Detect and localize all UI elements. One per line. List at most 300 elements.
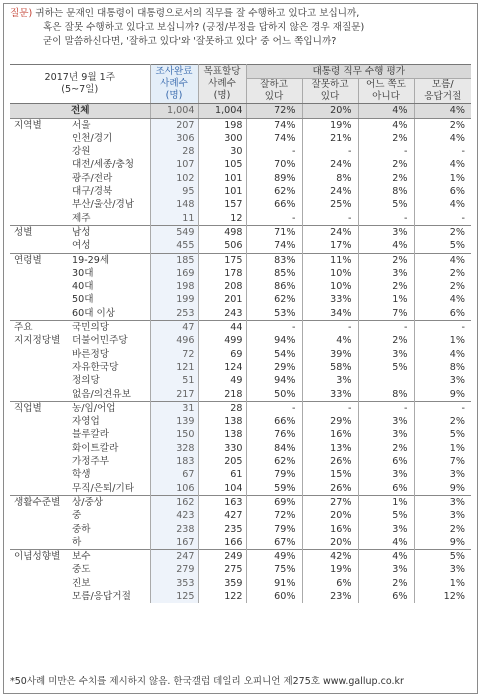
- group-label-empty: [10, 293, 68, 306]
- row-bad: 25%: [302, 198, 358, 211]
- row-target: 61: [198, 468, 246, 481]
- row-completed: 148: [150, 198, 198, 211]
- row-neither: 3%: [358, 225, 414, 239]
- row-target: 205: [198, 455, 246, 468]
- row-label: 정의당: [68, 374, 150, 387]
- group-label-empty: [10, 172, 68, 185]
- row-label: 자유한국당: [68, 361, 150, 374]
- row-dk: -: [414, 401, 471, 415]
- row-bad: -: [302, 321, 358, 335]
- row-completed: 185: [150, 253, 198, 267]
- row-completed: 455: [150, 239, 198, 253]
- group-label-empty: [10, 523, 68, 536]
- row-good: -: [246, 212, 302, 226]
- table-row: [10, 442, 471, 455]
- row-target: 69: [198, 348, 246, 361]
- row-neither: 2%: [358, 280, 414, 293]
- header-date: 2017년 9월 1주 (5~7일): [10, 65, 150, 104]
- row-label: 블루칼라: [68, 428, 150, 441]
- group-label-empty: [10, 239, 68, 253]
- group-label-empty: [10, 536, 68, 550]
- row-bad: 10%: [302, 280, 358, 293]
- table-row: [10, 158, 471, 171]
- row-good: 91%: [246, 577, 302, 590]
- row-neither: [358, 374, 414, 387]
- row-bad: 42%: [302, 550, 358, 564]
- group-label-empty: [10, 361, 68, 374]
- row-dk: 4%: [449, 159, 465, 171]
- row-good: -: [246, 321, 302, 335]
- row-good: 49%: [246, 550, 302, 564]
- table-row: [10, 212, 471, 226]
- header-completed: 조사완료 사례수 (명): [150, 65, 198, 104]
- table-row: [10, 239, 471, 253]
- row-label: 서울: [68, 118, 150, 132]
- row-label: 강원: [68, 145, 150, 158]
- row-label: 남성: [68, 225, 150, 239]
- footer-note: *50사례 미만은 수치를 제시하지 않음. 한국갤럽 데일리 오피니언 제275호 www.gallup.co.kr: [10, 676, 404, 687]
- table-row: [10, 334, 471, 347]
- row-neither: 4%: [358, 118, 414, 132]
- table-row: [10, 307, 471, 321]
- row-target: 235: [198, 523, 246, 536]
- row-completed: 183: [150, 455, 198, 468]
- row-dk: 1%: [449, 577, 465, 589]
- total-neither: 4%: [358, 104, 414, 118]
- row-label: 농/임/어업: [68, 401, 150, 415]
- row-dk: 2%: [449, 523, 465, 535]
- row-completed: 125: [150, 590, 198, 603]
- table-row: [10, 280, 471, 293]
- group-label: 지역별: [14, 119, 42, 131]
- row-neither: 2%: [358, 442, 414, 455]
- row-good: 86%: [246, 280, 302, 293]
- row-completed: 423: [150, 509, 198, 522]
- group-label: 생활수준별: [10, 495, 68, 509]
- row-dk: 12%: [443, 590, 465, 602]
- row-dk: 6%: [449, 307, 465, 319]
- row-good: 54%: [246, 348, 302, 361]
- row-label: 제주: [68, 212, 150, 226]
- group-label: 주요: [10, 321, 68, 335]
- row-neither: 3%: [358, 415, 414, 428]
- row-neither: 7%: [358, 307, 414, 321]
- row-target: 249: [198, 550, 246, 564]
- question-line-3: 굳이 말씀하신다면, '잘하고 있다'와 '잘못하고 있다' 중 어느 쪽입니까?: [43, 36, 337, 47]
- header-group-title: 대통령 직무 수행 평가: [246, 65, 471, 79]
- row-label: 40대: [68, 280, 150, 293]
- row-label: 19-29세: [68, 253, 150, 267]
- row-target: 499: [198, 334, 246, 347]
- row-completed: 549: [150, 225, 198, 239]
- row-label: 진보: [68, 577, 150, 590]
- table-row: [10, 388, 471, 402]
- table-row: [10, 198, 471, 211]
- row-bad: 33%: [302, 293, 358, 306]
- row-bad: -: [302, 145, 358, 158]
- row-good: -: [246, 401, 302, 415]
- row-completed: 207: [150, 118, 198, 132]
- row-label: 중도: [68, 563, 150, 576]
- row-dk: 3%: [449, 510, 465, 522]
- total-good: 72%: [246, 104, 302, 118]
- row-bad: 20%: [302, 536, 358, 550]
- header-target: 목표할당 사례수 (명): [198, 65, 246, 104]
- row-target: 49: [198, 374, 246, 387]
- row-target: 122: [198, 590, 246, 603]
- results-table: [10, 64, 471, 603]
- row-good: 59%: [246, 482, 302, 496]
- row-neither: 6%: [358, 590, 414, 603]
- row-bad: -: [302, 212, 358, 226]
- row-bad: -: [302, 401, 358, 415]
- row-dk: 9%: [449, 482, 465, 494]
- row-dk: 5%: [449, 240, 465, 252]
- row-good: 79%: [246, 523, 302, 536]
- row-bad: 39%: [302, 348, 358, 361]
- row-completed: 328: [150, 442, 198, 455]
- group-label-empty: [10, 158, 68, 171]
- row-neither: 1%: [358, 293, 414, 306]
- row-completed: 139: [150, 415, 198, 428]
- row-target: 300: [198, 132, 246, 145]
- row-completed: 11: [150, 212, 198, 226]
- row-target: 138: [198, 415, 246, 428]
- group-label-empty: [10, 482, 68, 496]
- table-row: [10, 428, 471, 441]
- row-label: 광주/전라: [68, 172, 150, 185]
- row-good: 53%: [246, 307, 302, 321]
- row-label: 학생: [68, 468, 150, 481]
- total-target: 1,004: [198, 104, 246, 118]
- row-completed: 67: [150, 468, 198, 481]
- row-dk: 7%: [449, 456, 465, 468]
- row-completed: 95: [150, 185, 198, 198]
- table-row: [10, 118, 471, 132]
- row-bad: 16%: [302, 523, 358, 536]
- table-row: [10, 495, 471, 509]
- table-row: [10, 185, 471, 198]
- row-completed: 306: [150, 132, 198, 145]
- row-completed: 279: [150, 563, 198, 576]
- row-label: 50대: [68, 293, 150, 306]
- row-completed: 496: [150, 334, 198, 347]
- table-row: [10, 415, 471, 428]
- row-bad: 21%: [302, 132, 358, 145]
- row-good: 66%: [246, 198, 302, 211]
- row-neither: 1%: [358, 495, 414, 509]
- row-bad: 3%: [302, 374, 358, 387]
- total-row: [10, 104, 471, 118]
- row-completed: 198: [150, 280, 198, 293]
- row-label: 인천/경기: [68, 132, 150, 145]
- row-good: 89%: [246, 172, 302, 185]
- row-good: 62%: [246, 455, 302, 468]
- table-row: [10, 523, 471, 536]
- row-label: 대구/경북: [68, 185, 150, 198]
- row-label: 무직/은퇴/기타: [68, 482, 150, 496]
- row-neither: 3%: [358, 267, 414, 280]
- row-target: 178: [198, 267, 246, 280]
- row-target: 163: [198, 495, 246, 509]
- row-bad: 10%: [302, 267, 358, 280]
- row-bad: 26%: [302, 455, 358, 468]
- row-dk: -: [461, 212, 465, 224]
- row-label: 대전/세종/충청: [68, 158, 150, 171]
- table-row: [10, 468, 471, 481]
- row-dk: 4%: [449, 348, 465, 360]
- table-row: [10, 145, 471, 158]
- group-label-empty: [10, 563, 68, 576]
- row-target: 104: [198, 482, 246, 496]
- row-label: 더불어민주당: [68, 334, 150, 347]
- row-label: 여성: [68, 239, 150, 253]
- row-bad: 24%: [302, 158, 358, 171]
- row-good: 84%: [246, 442, 302, 455]
- row-dk: -: [414, 321, 471, 335]
- row-dk: 4%: [449, 294, 465, 306]
- row-good: 75%: [246, 563, 302, 576]
- row-bad: 13%: [302, 442, 358, 455]
- row-target: 218: [198, 388, 246, 402]
- table-row: [10, 401, 471, 415]
- table-row: [10, 132, 471, 145]
- row-label: 하: [68, 536, 150, 550]
- row-bad: 16%: [302, 428, 358, 441]
- row-bad: 19%: [302, 563, 358, 576]
- row-dk: 4%: [449, 132, 465, 144]
- row-target: 44: [198, 321, 246, 335]
- table-row: [10, 293, 471, 306]
- row-completed: 150: [150, 428, 198, 441]
- row-neither: 8%: [358, 185, 414, 198]
- row-good: 72%: [246, 509, 302, 522]
- row-neither: 6%: [358, 482, 414, 496]
- group-label-empty: [10, 280, 68, 293]
- row-label: 없음/의견유보: [68, 388, 150, 402]
- row-good: 50%: [246, 388, 302, 402]
- row-completed: 31: [150, 401, 198, 415]
- row-neither: 2%: [358, 132, 414, 145]
- row-bad: 24%: [302, 225, 358, 239]
- group-label: 연령별: [10, 253, 68, 267]
- row-label: 바른정당: [68, 348, 150, 361]
- row-neither: -: [358, 212, 414, 226]
- header-dk: 모름/ 응답거절: [414, 79, 471, 104]
- table-row: [10, 374, 471, 387]
- table-row: [10, 482, 471, 496]
- row-good: -: [246, 145, 302, 158]
- row-completed: 167: [150, 536, 198, 550]
- group-label-empty: [10, 374, 68, 387]
- row-target: 275: [198, 563, 246, 576]
- row-good: 69%: [246, 495, 302, 509]
- row-bad: 17%: [302, 239, 358, 253]
- table-row: [10, 550, 471, 564]
- row-completed: 106: [150, 482, 198, 496]
- row-neither: -: [358, 321, 414, 335]
- row-completed: 169: [150, 267, 198, 280]
- row-target: 101: [198, 185, 246, 198]
- row-label: 화이트칼라: [68, 442, 150, 455]
- row-bad: 19%: [302, 118, 358, 132]
- row-dk: 2%: [449, 416, 465, 428]
- table-row: [10, 225, 471, 239]
- row-label: 중하: [68, 523, 150, 536]
- row-neither: 4%: [358, 239, 414, 253]
- group-label-empty: [10, 415, 68, 428]
- header-neither: 어느 쪽도 아니다: [358, 79, 414, 104]
- row-good: 70%: [246, 158, 302, 171]
- row-neither: 4%: [358, 550, 414, 564]
- table-row: [10, 172, 471, 185]
- row-bad: 15%: [302, 468, 358, 481]
- row-target: 427: [198, 509, 246, 522]
- row-dk: 3%: [449, 375, 465, 387]
- group-label-empty: [10, 212, 68, 226]
- table-row: [10, 509, 471, 522]
- row-target: 175: [198, 253, 246, 267]
- group-label: 성별: [10, 225, 68, 239]
- row-neither: 4%: [358, 536, 414, 550]
- row-dk: 9%: [449, 388, 465, 400]
- row-target: 157: [198, 198, 246, 211]
- row-neither: 3%: [358, 523, 414, 536]
- row-dk: 3%: [449, 564, 465, 576]
- row-bad: 8%: [302, 172, 358, 185]
- question-line-1: 질문) 귀하는 문재인 대통령이 대통령으로서의 직무를 잘 수행하고 있다고 보십니까,: [10, 8, 360, 19]
- group-label: 이념성향별: [10, 550, 68, 564]
- table-row: [10, 590, 471, 603]
- row-neither: 6%: [358, 455, 414, 468]
- row-neither: 5%: [358, 509, 414, 522]
- row-completed: 102: [150, 172, 198, 185]
- row-bad: 58%: [302, 361, 358, 374]
- group-label-empty: [10, 185, 68, 198]
- row-good: 76%: [246, 428, 302, 441]
- table-row: [10, 577, 471, 590]
- row-neither: 2%: [358, 172, 414, 185]
- row-completed: 51: [150, 374, 198, 387]
- row-good: 83%: [246, 253, 302, 267]
- row-completed: 217: [150, 388, 198, 402]
- row-bad: 4%: [302, 334, 358, 347]
- row-dk: 6%: [449, 186, 465, 198]
- row-target: 124: [198, 361, 246, 374]
- row-bad: 27%: [302, 495, 358, 509]
- row-completed: 107: [150, 158, 198, 171]
- row-completed: 247: [150, 550, 198, 564]
- row-target: 359: [198, 577, 246, 590]
- row-target: 30: [198, 145, 246, 158]
- table-row: [10, 253, 471, 267]
- row-completed: 253: [150, 307, 198, 321]
- row-dk: 3%: [414, 495, 471, 509]
- row-completed: 72: [150, 348, 198, 361]
- row-neither: 3%: [358, 348, 414, 361]
- group-label-empty: [10, 428, 68, 441]
- row-good: 74%: [246, 118, 302, 132]
- table-row: [10, 348, 471, 361]
- row-dk: 4%: [414, 253, 471, 267]
- row-dk: 2%: [449, 119, 465, 131]
- row-bad: 23%: [302, 590, 358, 603]
- table-body: [10, 104, 471, 603]
- total-dk: 4%: [414, 104, 471, 118]
- row-bad: 24%: [302, 185, 358, 198]
- row-completed: 238: [150, 523, 198, 536]
- row-target: 12: [198, 212, 246, 226]
- row-dk: 3%: [449, 469, 465, 481]
- group-label-empty: [10, 577, 68, 590]
- row-neither: 2%: [358, 334, 414, 347]
- question-tag: 질문): [10, 8, 33, 19]
- row-bad: 26%: [302, 482, 358, 496]
- row-target: 138: [198, 428, 246, 441]
- group-label-empty: [10, 468, 68, 481]
- row-bad: 20%: [302, 509, 358, 522]
- row-dk: 5%: [449, 429, 465, 441]
- group-label-line2: 지지정당별: [14, 335, 61, 347]
- header-good: 잘하고 있다: [246, 79, 302, 104]
- row-completed: 28: [150, 145, 198, 158]
- row-bad: 34%: [302, 307, 358, 321]
- group-label-empty: [10, 145, 68, 158]
- row-target: 330: [198, 442, 246, 455]
- row-bad: 6%: [302, 577, 358, 590]
- row-dk: 2%: [414, 225, 471, 239]
- table-row: [10, 455, 471, 468]
- row-neither: 5%: [358, 198, 414, 211]
- group-label-empty: [10, 509, 68, 522]
- row-dk: 1%: [449, 335, 465, 347]
- report-page: [3, 3, 478, 694]
- row-good: 29%: [246, 361, 302, 374]
- row-good: 62%: [246, 185, 302, 198]
- row-label: 모름/응답거절: [68, 590, 150, 603]
- row-target: 28: [198, 401, 246, 415]
- group-label-empty: [10, 267, 68, 280]
- row-neither: -: [358, 145, 414, 158]
- row-label: 보수: [68, 550, 150, 564]
- row-dk: 1%: [449, 172, 465, 184]
- group-label-empty: [10, 590, 68, 603]
- group-label-empty: [10, 388, 68, 402]
- row-completed: 199: [150, 293, 198, 306]
- row-label: 상/중상: [68, 495, 150, 509]
- table-row: [10, 361, 471, 374]
- row-neither: 5%: [358, 361, 414, 374]
- row-neither: 3%: [358, 563, 414, 576]
- row-target: 208: [198, 280, 246, 293]
- row-good: 79%: [246, 468, 302, 481]
- question-block: [4, 4, 477, 64]
- header-bad: 잘못하고 있다: [302, 79, 358, 104]
- row-label: 자영업: [68, 415, 150, 428]
- row-target: 506: [198, 239, 246, 253]
- row-label: 부산/울산/경남: [68, 198, 150, 211]
- row-label: 30대: [68, 267, 150, 280]
- row-target: 243: [198, 307, 246, 321]
- total-label: 전체: [10, 104, 150, 118]
- table-row: [10, 563, 471, 576]
- row-target: 101: [198, 172, 246, 185]
- row-dk: 1%: [449, 442, 465, 454]
- group-label-empty: [10, 132, 68, 145]
- row-neither: 3%: [358, 468, 414, 481]
- row-neither: 8%: [358, 388, 414, 402]
- row-dk: 4%: [449, 199, 465, 211]
